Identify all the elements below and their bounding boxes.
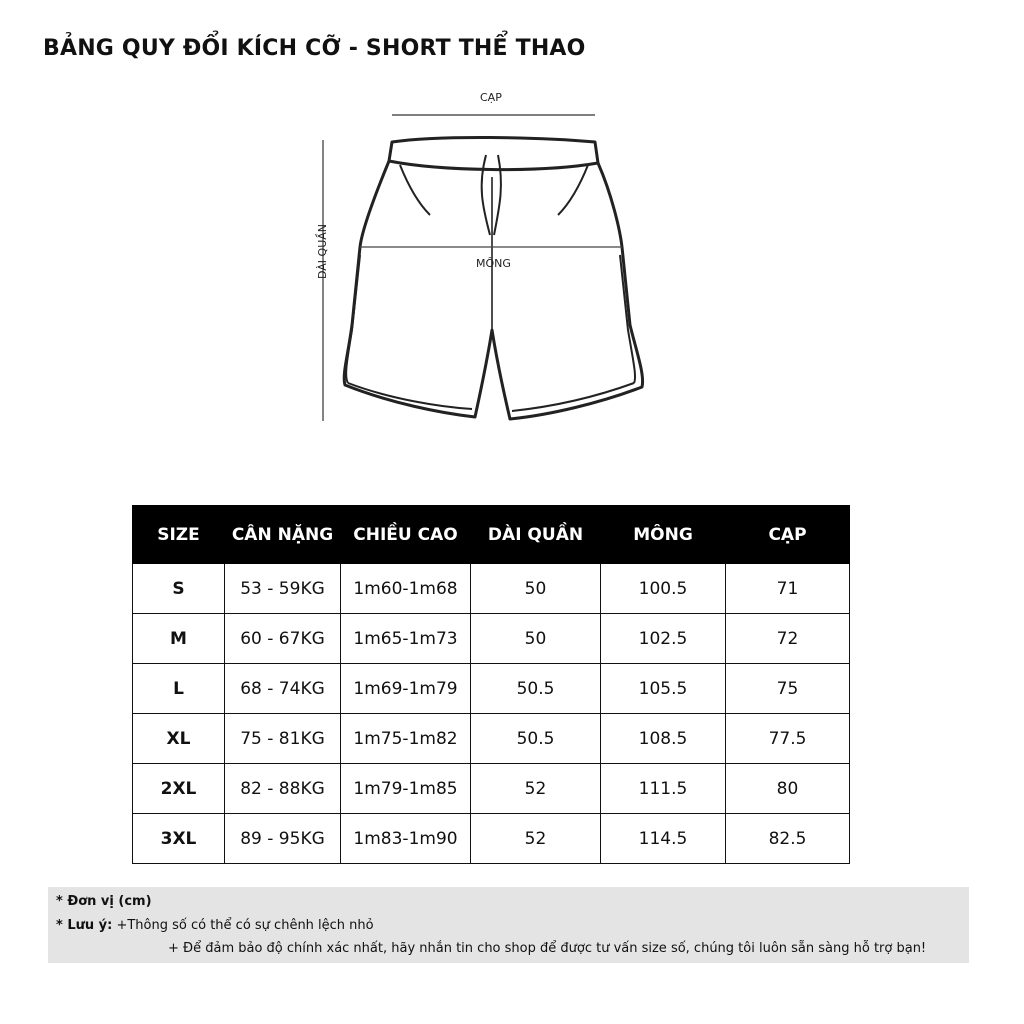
- table-header-row: [133, 506, 850, 564]
- cell-hip: 100.5: [601, 564, 726, 614]
- table-row: [133, 814, 850, 864]
- cell-height: 1m79-1m85: [341, 764, 471, 814]
- cell-hip: 114.5: [601, 814, 726, 864]
- note-text-2: + Để đảm bảo độ chính xác nhất, hãy nhắn tin cho shop để được tư vấn size số, chúng tôi luôn sẵn sàng hỗ trợ bạn!: [168, 941, 927, 956]
- unit-note: * Đơn vị (cm): [56, 894, 152, 909]
- cell-waist: 77.5: [726, 714, 850, 764]
- cell-height: 1m60-1m68: [341, 564, 471, 614]
- cell-weight: 89 - 95KG: [225, 814, 341, 864]
- cell-length: 50: [471, 614, 601, 664]
- table-row: [133, 714, 850, 764]
- cell-size: S: [133, 564, 225, 614]
- cell-length: 52: [471, 814, 601, 864]
- cell-size: 2XL: [133, 764, 225, 814]
- note-line-1: [56, 918, 374, 933]
- cell-hip: 111.5: [601, 764, 726, 814]
- table-row: [133, 614, 850, 664]
- cell-size: M: [133, 614, 225, 664]
- length-label: DÀI QUẦN: [316, 223, 330, 280]
- header-hip: MÔNG: [601, 506, 726, 564]
- hip-label: MÔNG: [476, 257, 511, 270]
- cell-height: 1m83-1m90: [341, 814, 471, 864]
- cell-height: 1m75-1m82: [341, 714, 471, 764]
- cell-length: 50: [471, 564, 601, 614]
- cell-waist: 82.5: [726, 814, 850, 864]
- size-chart-table: [132, 505, 850, 864]
- cell-waist: 75: [726, 664, 850, 714]
- shorts-diagram: [290, 85, 670, 435]
- cell-size: 3XL: [133, 814, 225, 864]
- header-weight: CÂN NẶNG: [225, 506, 341, 564]
- table-row: [133, 564, 850, 614]
- cell-weight: 75 - 81KG: [225, 714, 341, 764]
- cell-length: 50.5: [471, 714, 601, 764]
- cell-hip: 105.5: [601, 664, 726, 714]
- cell-height: 1m65-1m73: [341, 614, 471, 664]
- table-row: [133, 664, 850, 714]
- page-title: BẢNG QUY ĐỔI KÍCH CỠ - SHORT THỂ THAO: [43, 36, 586, 61]
- notes-box: [48, 887, 969, 963]
- cell-height: 1m69-1m79: [341, 664, 471, 714]
- cell-weight: 53 - 59KG: [225, 564, 341, 614]
- header-length: DÀI QUẦN: [471, 506, 601, 564]
- note-label: * Lưu ý:: [56, 918, 113, 933]
- cell-hip: 108.5: [601, 714, 726, 764]
- cell-weight: 82 - 88KG: [225, 764, 341, 814]
- table-row: [133, 764, 850, 814]
- cell-waist: 72: [726, 614, 850, 664]
- note-text-1: +Thông số có thể có sự chênh lệch nhỏ: [116, 918, 374, 933]
- cell-length: 50.5: [471, 664, 601, 714]
- header-size: SIZE: [133, 506, 225, 564]
- cell-waist: 71: [726, 564, 850, 614]
- cell-length: 52: [471, 764, 601, 814]
- cell-hip: 102.5: [601, 614, 726, 664]
- cell-waist: 80: [726, 764, 850, 814]
- cell-weight: 68 - 74KG: [225, 664, 341, 714]
- header-height: CHIỀU CAO: [341, 506, 471, 564]
- cell-size: L: [133, 664, 225, 714]
- header-waist: CẠP: [726, 506, 850, 564]
- cell-weight: 60 - 67KG: [225, 614, 341, 664]
- waist-label: CẠP: [480, 91, 502, 104]
- cell-size: XL: [133, 714, 225, 764]
